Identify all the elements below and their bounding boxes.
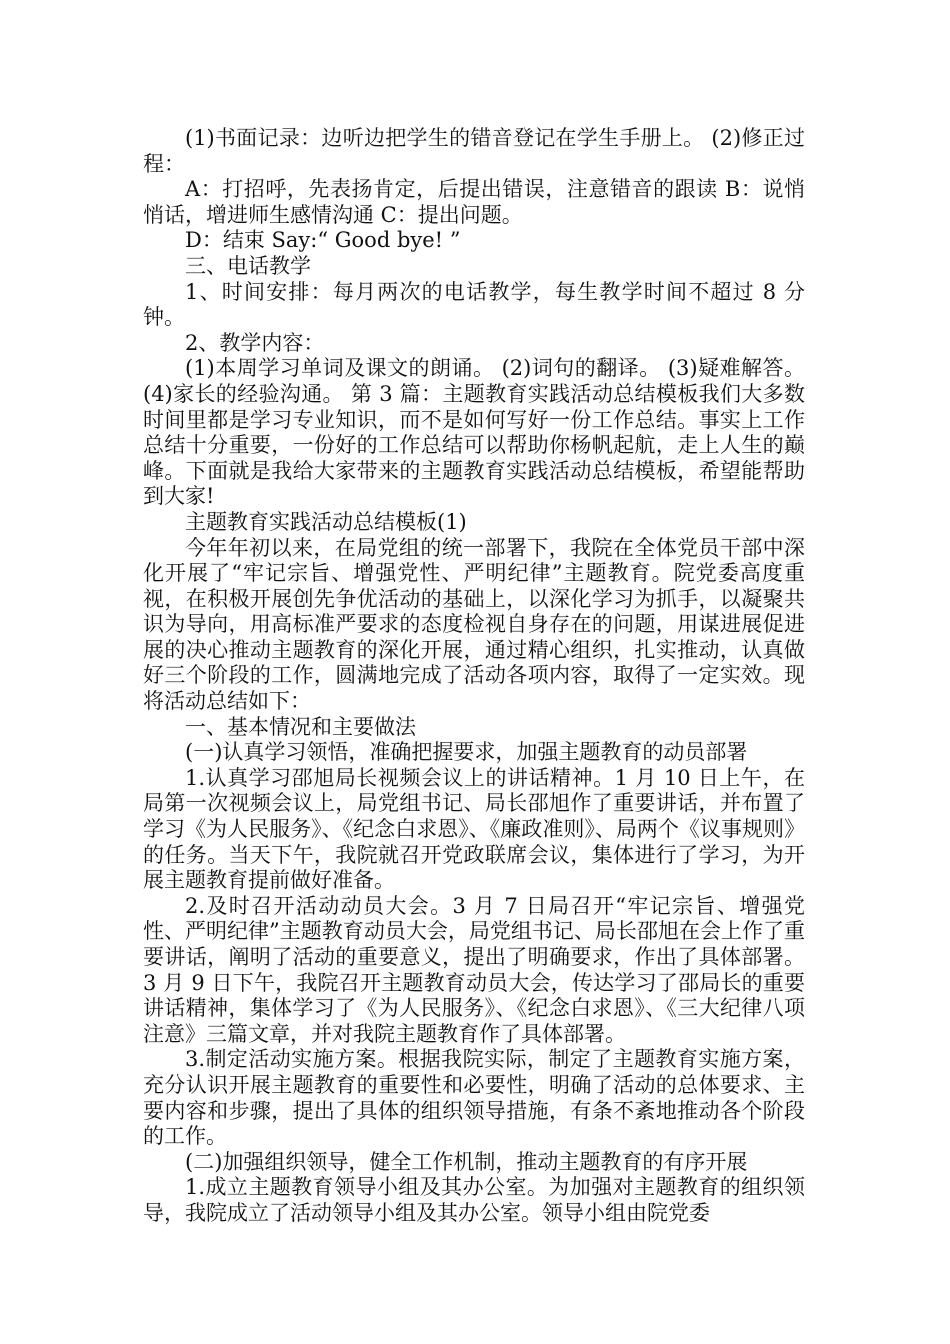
paragraph: 3.制定活动实施方案。根据我院实际，制定了主题教育实施方案，充分认识开展主题教育的重要性和必要性，明确了活动的总体要求、主要内容和步骤，提出了具体的组织领导措施，有条不紊地推动各个阶段的工作。	[143, 1047, 805, 1149]
paragraph: (1)书面记录：边听边把学生的错音登记在学生手册上。 (2)修正过程：	[143, 126, 805, 176]
paragraph: 1、时间安排：每月两次的电话教学，每生教学时间不超过 8 分钟。	[143, 279, 805, 330]
paragraph: A：打招呼，先表扬肯定，后提出错误，注意错音的跟读 B：说悄悄话，增进师生感情沟通 C：提出问题。	[143, 177, 805, 227]
paragraph: 2.及时召开活动动员大会。3 月 7 日局召开“牢记宗旨、增强党性、严明纪律”主题教育动员大会，局党组书记、局长邵旭在会上作了重要讲话，阐明了活动的重要意义，提出了明确要求，作出了具体部署。3 月 9 日下午，我院召开主题教育动员大会，传达学习了邵局长的重要讲话精神，集体学习了《为人民服务》、《纪念白求恩》、《三大纪律八项注意》三篇文章，并对我院主题教育作了具体部署。	[143, 893, 805, 1046]
paragraph: 今年年初以来，在局党组的统一部署下，我院在全体党员干部中深化开展了“牢记宗旨、增强党性、严明纪律”主题教育。院党委高度重视，在积极开展创先争优活动的基础上，以深化学习为抓手，以凝聚共识为导向，用高标准严要求的态度检视自身存在的问题，用谋进展促进展的决心推动主题教育的深化开展，通过精心组织，扎实推动，认真做好三个阶段的工作，圆满地完成了活动各项内容，取得了一定实效。现将活动总结如下：	[143, 535, 805, 714]
paragraph: 1.成立主题教育领导小组及其办公室。为加强对主题教育的组织领导，我院成立了活动领导小组及其办公室。领导小组由院党委	[143, 1175, 805, 1225]
paragraph: 1.认真学习邵旭局长视频会议上的讲话精神。1 月 10 日上午，在局第一次视频会议上，局党组书记、局长邵旭作了重要讲话，并布置了学习《为人民服务》、《纪念白求恩》、《廉政准则》、局两个《议事规则》的任务。当天下午，我院就召开党政联席会议，集体进行了学习，为开展主题教育提前做好准备。	[143, 765, 805, 893]
paragraph: D：结束 Say:“ Good bye! ”	[185, 228, 461, 253]
article-title: 主题教育实践活动总结模板(1)	[185, 509, 467, 534]
document-body	[143, 126, 805, 1227]
paragraph: 2、教学内容：	[185, 330, 325, 355]
paragraph: (1)本周学习单词及课文的朗诵。 (2)词句的翻译。 (3)疑难解答。 (4)家长的经验沟通。 第 3 篇：主题教育实践活动总结模板我们大多数时间里都是学习专业知识，而不是如何写好一份工作总结。事实上工作总结十分重要，一份好的工作总结可以帮助你杨帆起航，走上人生的巅峰。下面就是我给大家带来的主题教育实践活动总结模板，希望能帮助到大家!	[143, 356, 805, 509]
section-heading: 三、电话教学	[185, 253, 311, 278]
section-heading: 一、基本情况和主要做法	[185, 714, 416, 739]
subsection-heading: (二)加强组织领导，健全工作机制，推动主题教育的有序开展	[185, 1149, 748, 1174]
subsection-heading: (一)认真学习领悟，准确把握要求，加强主题教育的动员部署	[185, 740, 748, 765]
